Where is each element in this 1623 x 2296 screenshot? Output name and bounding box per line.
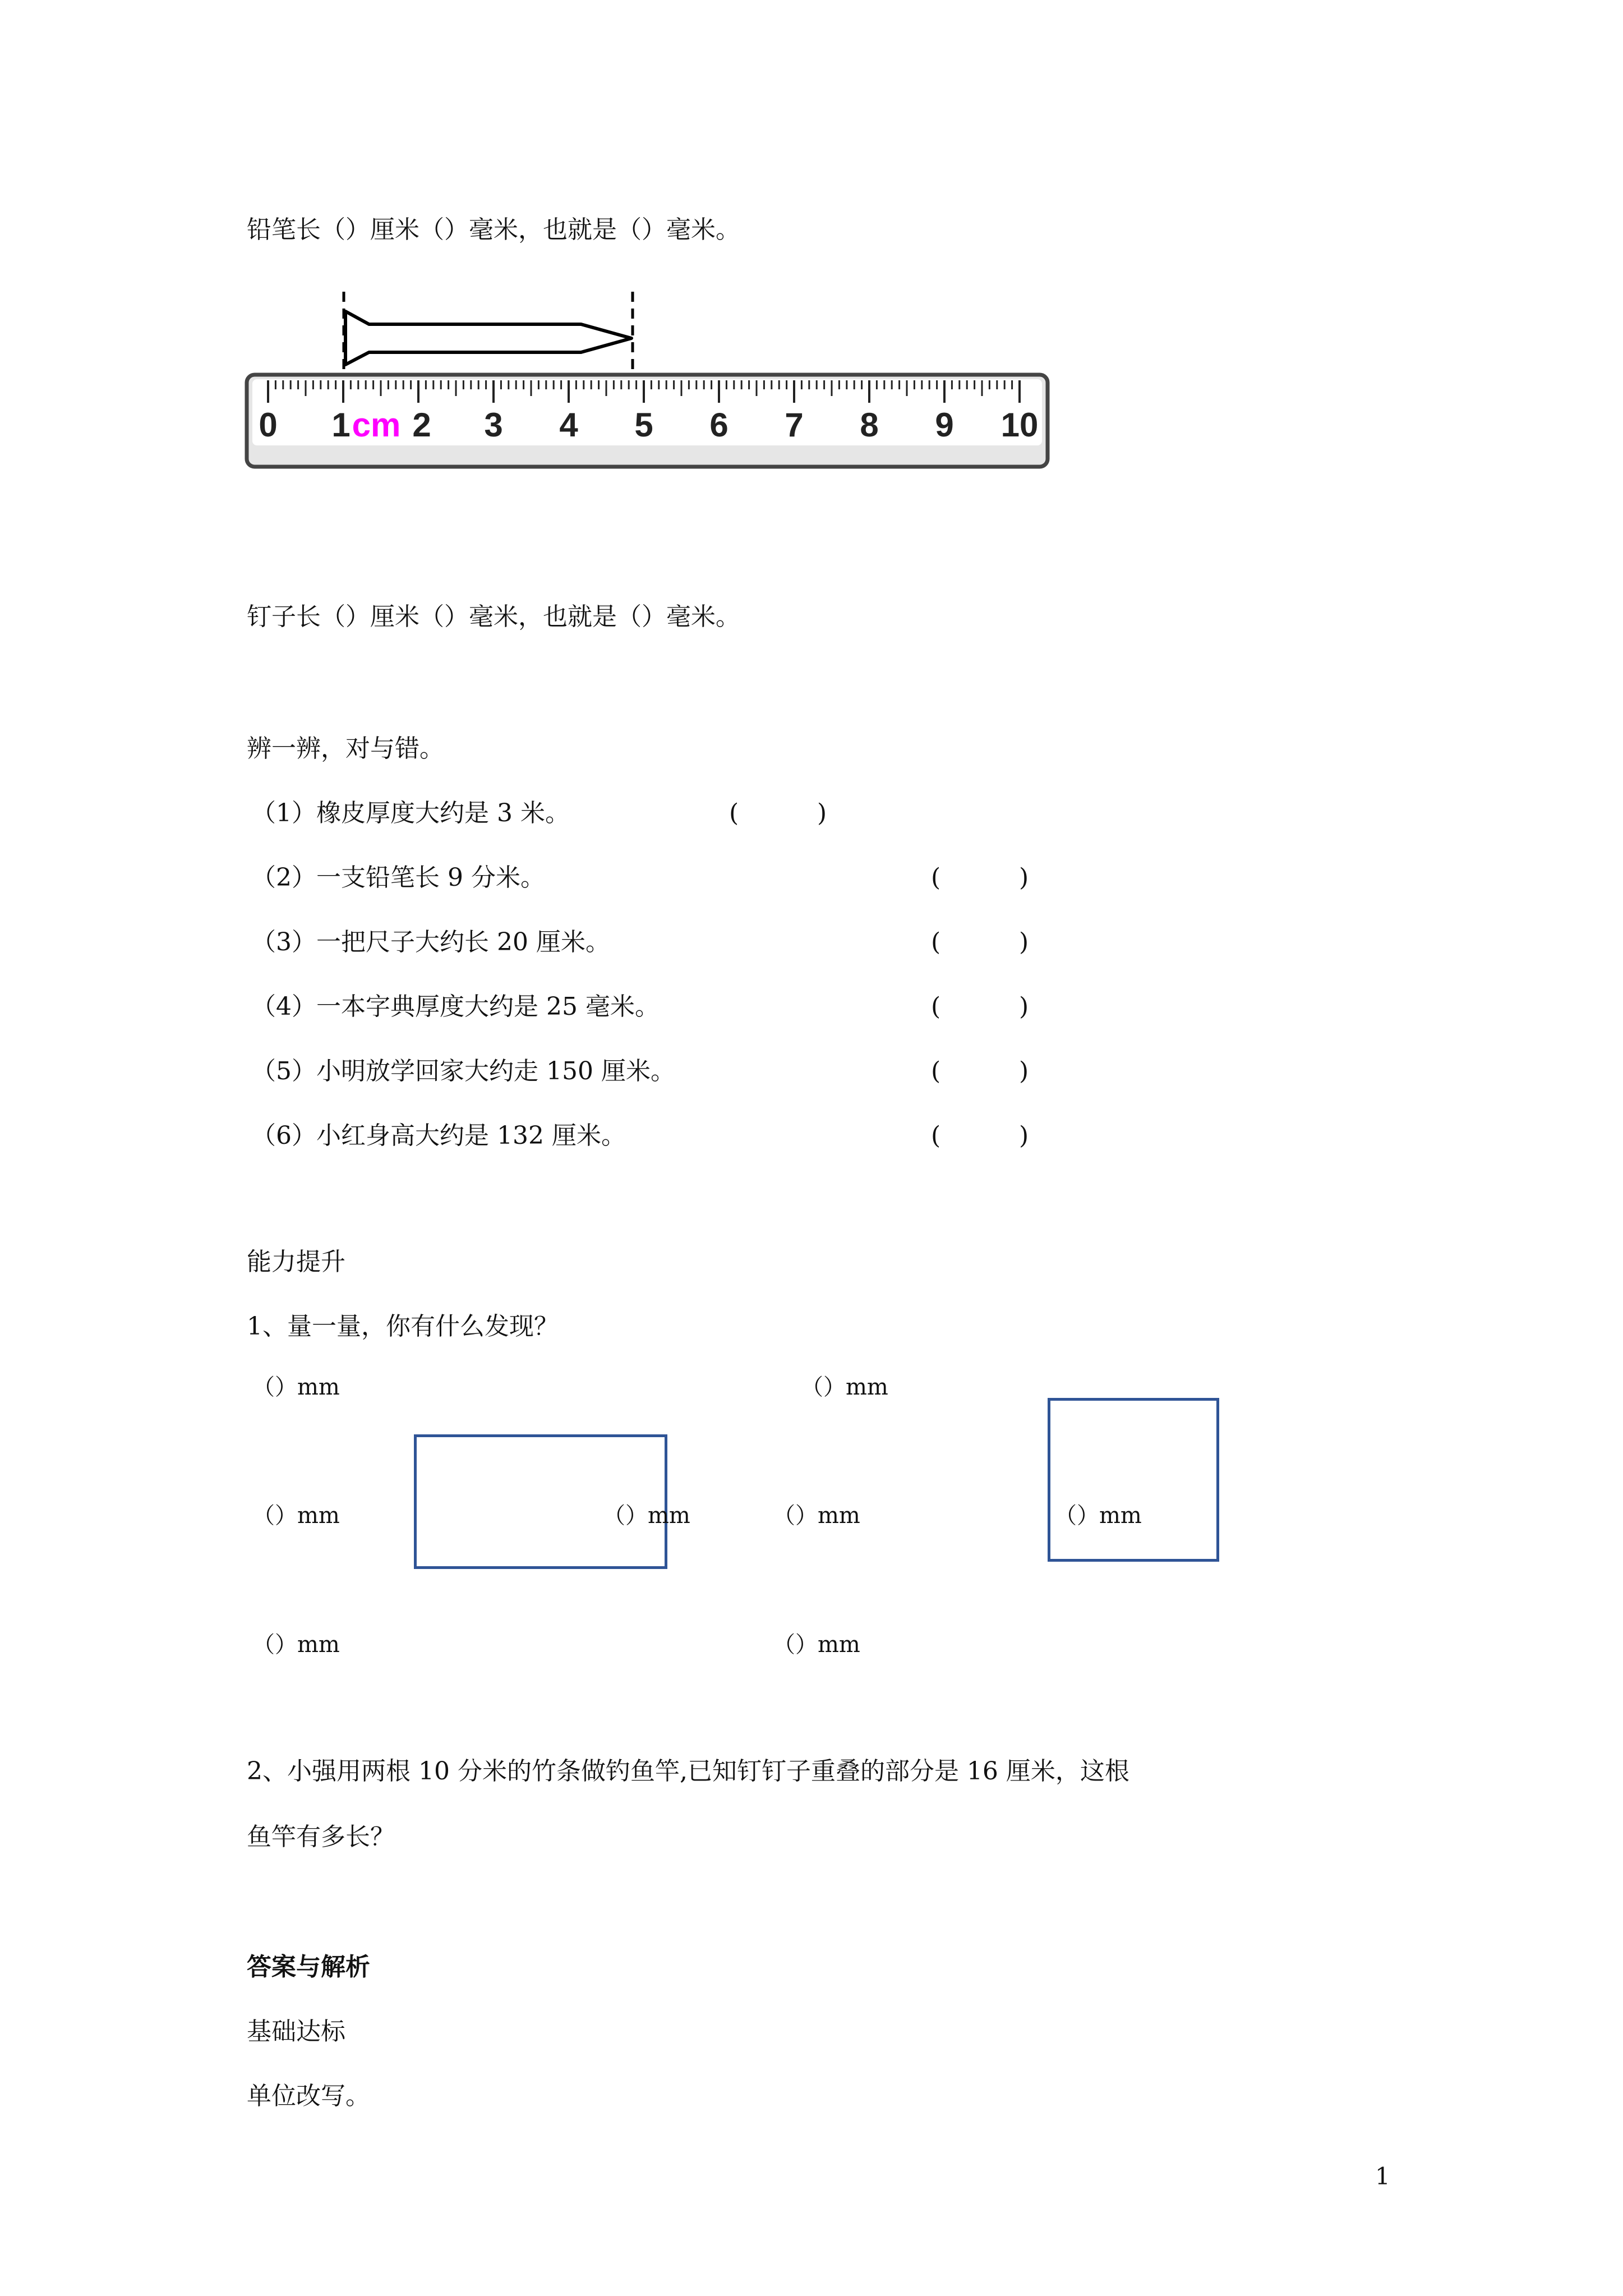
ruler-number-6: 6: [709, 406, 728, 444]
pencil-icon: [345, 311, 631, 365]
measure-square: [1048, 1398, 1219, 1562]
ruler-unit-cm: cm: [352, 406, 401, 444]
square-right-label[interactable]: （）mm: [1054, 1503, 1142, 1529]
judge-answer-paren-6[interactable]: ( ): [931, 1121, 1029, 1150]
ability-title: 能力提升: [247, 1248, 345, 1276]
judge-answer-paren-1[interactable]: ( ): [729, 799, 827, 827]
question-pencil: 铅笔长（）厘米（）毫米，也就是（）毫米。: [247, 215, 740, 244]
ruler-number-4: 4: [559, 406, 578, 444]
rect-top-length-label[interactable]: （）mm: [252, 1374, 340, 1400]
ruler-number-2: 2: [412, 406, 431, 444]
judge-answer-paren-3[interactable]: ( ): [931, 928, 1029, 956]
fishing-rod-question-line1: 2、小强用两根 10 分米的竹条做钓鱼竿,已知钉钉子重叠的部分是 16 厘米，这根: [247, 1757, 1129, 1786]
answers-title: 答案与解析: [247, 1953, 370, 1981]
judge-item-4: （4）一本字典厚度大约是 25 毫米。: [251, 992, 660, 1021]
ruler-number-8: 8: [860, 406, 879, 444]
ruler-number-7: 7: [785, 406, 804, 444]
judge-answer-paren-4[interactable]: ( ): [931, 992, 1029, 1021]
judge-item-3: （3）一把尺子大约长 20 厘米。: [251, 928, 610, 956]
rect-bottom-length-label[interactable]: （）mm: [252, 1632, 340, 1658]
answers-item: 单位改写。: [247, 2082, 370, 2110]
square-left-label[interactable]: （）mm: [773, 1503, 860, 1529]
page-number: 1: [1375, 2162, 1390, 2190]
rect-right-width-label[interactable]: （）mm: [603, 1503, 690, 1529]
judge-title: 辨一辨，对与错。: [247, 734, 444, 763]
square-top-label[interactable]: （）mm: [801, 1374, 888, 1400]
ruler-number-10: 10: [1000, 406, 1039, 444]
judge-item-5: （5）小明放学回家大约走 150 厘米。: [251, 1057, 675, 1085]
judge-item-1: （1）橡皮厚度大约是 3 米。: [251, 799, 570, 827]
judge-answer-paren-2[interactable]: ( ): [931, 863, 1029, 892]
ruler-number-5: 5: [634, 406, 653, 444]
measure-question: 1、量一量，你有什么发现？: [247, 1312, 559, 1341]
ruler-number-9: 9: [935, 406, 954, 444]
fishing-rod-question-line2: 鱼竿有多长？: [247, 1823, 395, 1851]
judge-item-2: （2）一支铅笔长 9 分米。: [251, 863, 545, 892]
ruler-number-3: 3: [484, 406, 503, 444]
question-nail: 钉子长（）厘米（）毫米，也就是（）毫米。: [247, 602, 740, 631]
judge-answer-paren-5[interactable]: ( ): [931, 1057, 1029, 1085]
judge-item-6: （6）小红身高大约是 132 厘米。: [251, 1121, 626, 1150]
ruler-number-1: 1: [331, 406, 351, 444]
square-bottom-label[interactable]: （）mm: [773, 1632, 860, 1658]
ruler-number-0: 0: [259, 406, 278, 444]
answers-subtitle: 基础达标: [247, 2017, 345, 2046]
rect-left-width-label[interactable]: （）mm: [252, 1503, 340, 1529]
ruler-illustration: [245, 286, 1052, 471]
